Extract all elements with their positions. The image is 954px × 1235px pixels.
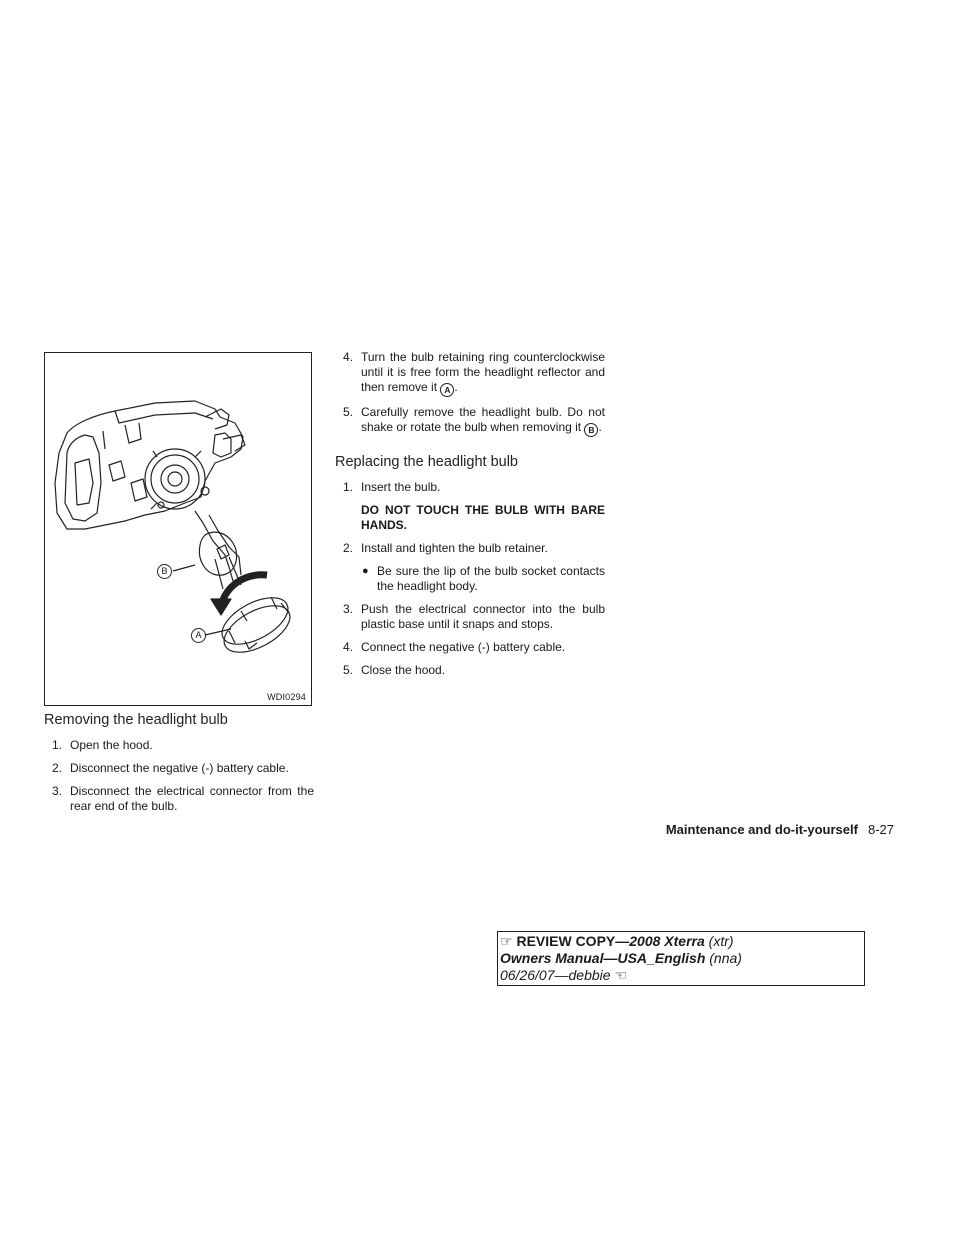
removing-steps-right	[335, 350, 605, 445]
page-number: 8-27	[867, 822, 894, 837]
review-manual: Owners Manual—USA_English	[500, 950, 706, 966]
list-item: 5. Carefully remove the headlight bulb. Do not shake or rotate the bulb when removing it B .	[343, 405, 605, 435]
headlight-figure	[44, 352, 312, 706]
review-copy-box: ☞ REVIEW COPY—2008 Xterra (xtr) Owners Manual—USA_English (nna) 06/26/07—debbie ☜	[497, 931, 865, 986]
list-item: 4. Connect the negative (-) battery cable.	[343, 640, 566, 654]
removing-title: Removing the headlight bulb	[44, 712, 228, 728]
list-item: 3. Push the electrical connector into the bulb plastic base until it snaps and stops.	[343, 602, 605, 631]
marker-a: A	[440, 383, 454, 397]
pointing-hand-right-icon: ☞	[500, 933, 513, 949]
list-item: 5. Close the hood.	[343, 663, 446, 677]
bullet-item: ● Be sure the lip of the bulb socket contacts the headlight body.	[362, 564, 605, 593]
replacing-steps	[335, 480, 605, 686]
replacing-title: Replacing the headlight bulb	[335, 454, 518, 470]
warning-note: DO NOT TOUCH THE BULB WITH BARE HANDS.	[361, 503, 605, 532]
headlight-assembly-illustration	[45, 353, 311, 705]
list-item: 1. Insert the bulb.	[343, 480, 441, 494]
page-footer	[666, 822, 894, 837]
review-model-code: (xtr)	[708, 933, 734, 949]
callout-a: A	[191, 628, 206, 643]
review-label: REVIEW COPY	[516, 933, 616, 949]
figure-code: WDI0294	[267, 692, 306, 702]
marker-b: B	[584, 423, 598, 437]
callout-b: B	[157, 564, 172, 579]
list-item: 2. Disconnect the negative (-) battery cable.	[52, 761, 289, 775]
review-model: 2008 Xterra	[629, 933, 705, 949]
pointing-hand-left-icon: ☜	[614, 967, 627, 983]
review-date: 06/26/07—debbie	[500, 967, 611, 983]
footer-section: Maintenance and do-it-yourself	[665, 822, 858, 837]
list-item: 2. Install and tighten the bulb retainer.	[343, 541, 548, 555]
list-item: 1. Open the hood.	[52, 738, 153, 752]
list-item: 3. Disconnect the electrical connector from the rear end of the bulb.	[52, 784, 314, 813]
list-item: 4. Turn the bulb retaining ring counterclockwise until it is free form the headlight reflector and then remove it A .	[343, 350, 605, 395]
review-manual-code: (nna)	[709, 950, 742, 966]
bullet-icon: ●	[362, 565, 369, 577]
removing-steps-left	[44, 738, 314, 822]
